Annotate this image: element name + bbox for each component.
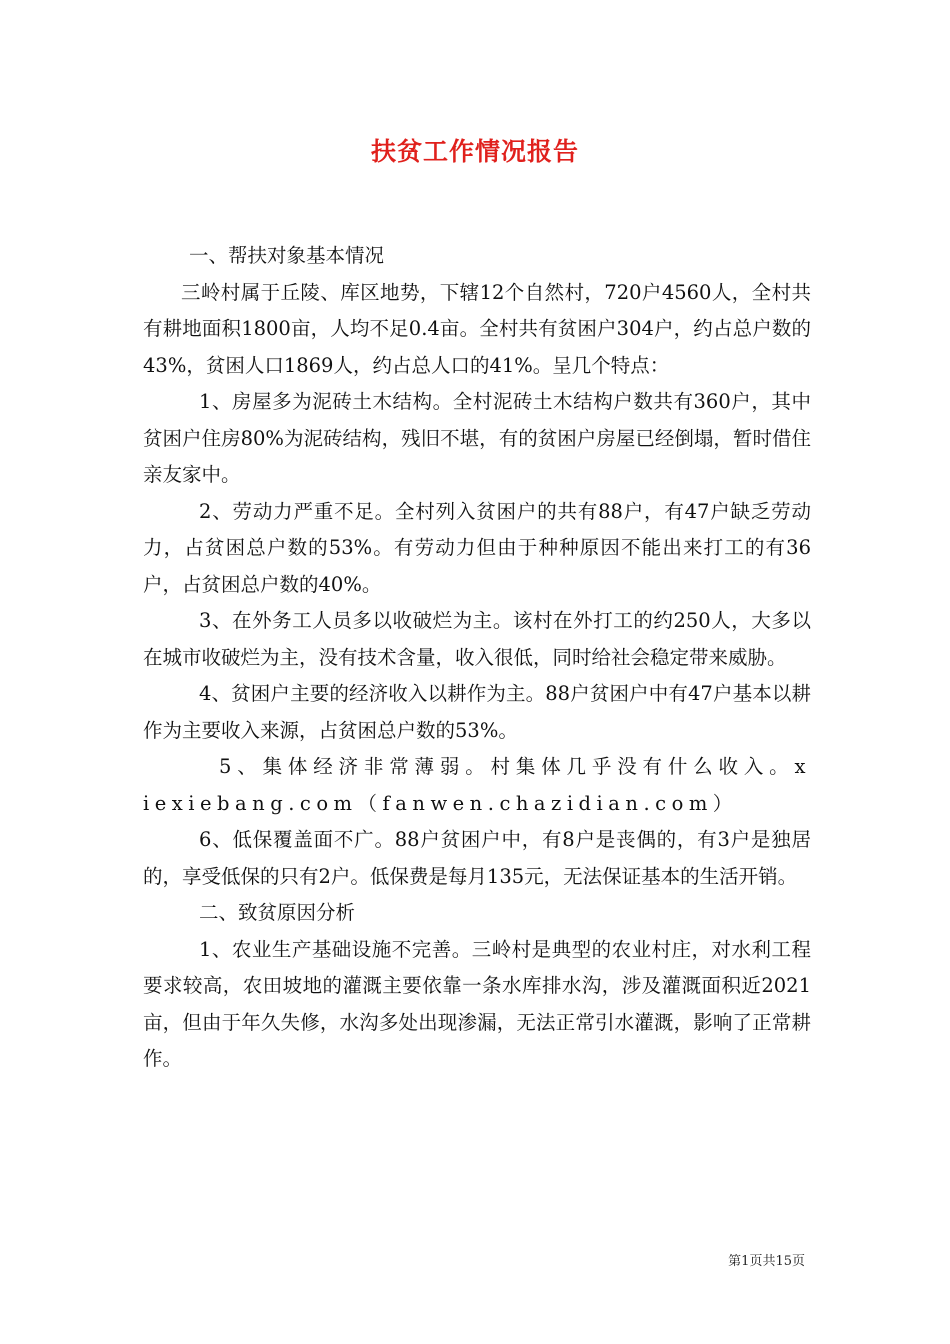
- feature-item-1: 1、房屋多为泥砖土木结构。全村泥砖土木结构户数共有360户，其中贫困户住房80%为泥砖结构，残旧不堪，有的贫困户房屋已经倒塌，暂时借住亲友家中。: [143, 390, 811, 486]
- intro-paragraph: 三岭村属于丘陵、库区地势，下辖12个自然村，720户4560人，全村共有耕地面积1800亩，人均不足0.4亩。全村共有贫困户304户，约占总户数的43%，贫困人口1869人，约占总人口的41%。呈几个特点：: [143, 280, 811, 377]
- feature-item-6: 6、低保覆盖面不广。88户贫困户中，有8户是丧偶的，有3户是独居的，享受低保的只有2户。低保费是每月135元，无法保证基本的生活开销。: [143, 828, 811, 888]
- document-title: 扶贫工作情况报告: [370, 137, 579, 166]
- page-number-footer: 第1页共15页: [728, 1254, 805, 1269]
- section-heading-2: 二、致贫原因分析: [199, 901, 356, 924]
- feature-item-3: 3、在外务工人员多以收破烂为主。该村在外打工的约250人，大多以在城市收破烂为主，没有技术含量，收入很低，同时给社会稳定带来威胁。: [143, 609, 811, 669]
- document-body: [143, 238, 811, 1078]
- cause-item-1: 1、农业生产基础设施不完善。三岭村是典型的农业村庄，对水利工程要求较高，农田坡地的灌溉主要依靠一条水库排水沟，涉及灌溉面积近2021亩，但由于年久失修，水沟多处出现渗漏，无法正常引水灌溉，影响了正常耕作。: [143, 937, 811, 1070]
- feature-item-2: 2、劳动力严重不足。全村列入贫困户的共有88户，有47户缺乏劳动力，占贫困总户数的53%。有劳动力但由于种种原因不能出来打工的有36户，占贫困总户数的40%。: [143, 499, 811, 596]
- feature-item-5: 5、集体经济非常薄弱。村集体几乎没有什么收入。xiexiebang.com（fanwen.chazidian.com）: [143, 755, 811, 815]
- section-heading-1: 一、帮扶对象基本情况: [189, 244, 385, 267]
- feature-item-4: 4、贫困户主要的经济收入以耕作为主。88户贫困户中有47户基本以耕作为主要收入来源，占贫困总户数的53%。: [143, 682, 811, 742]
